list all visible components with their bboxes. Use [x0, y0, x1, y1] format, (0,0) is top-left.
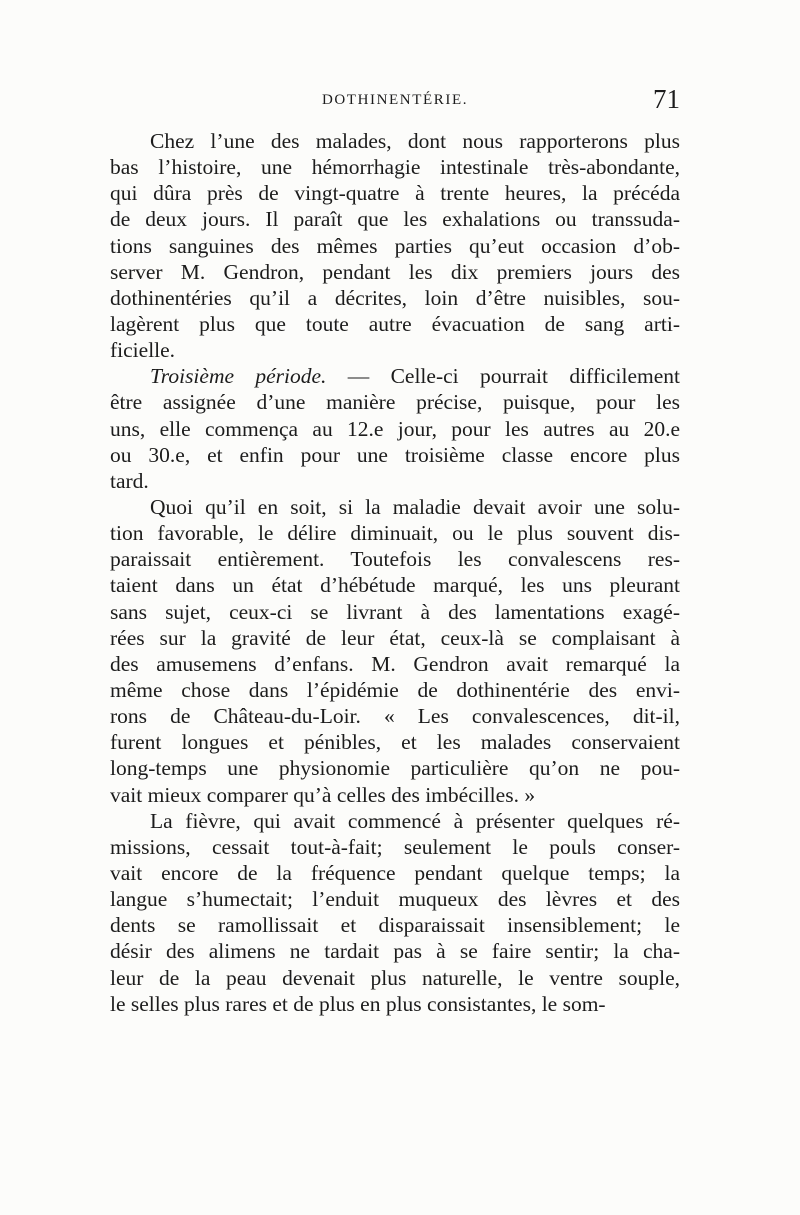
line-text: tard. — [110, 468, 149, 493]
line-text: leur de la peau devenait plus naturelle, le ventre souple, — [110, 965, 680, 990]
text-line — [110, 154, 680, 180]
text-line — [110, 755, 680, 781]
text-line — [110, 677, 680, 703]
line-text: long-temps une physionomie particulière qu’on ne pou- — [110, 756, 680, 781]
line-text: tions sanguines des mêmes parties qu’eut occasion d’ob- — [110, 233, 680, 258]
running-head — [110, 86, 680, 126]
line-text: être assignée d’une manière précise, puisque, pour les — [110, 390, 680, 415]
line-text: le selles plus rares et de plus en plus consistantes, le som- — [110, 991, 606, 1016]
text-line — [110, 625, 680, 651]
line-text: rons de Château-du-Loir. « Les convalescences, dit-il, — [110, 704, 680, 729]
line-text: server M. Gendron, pendant les dix premiers jours des — [110, 259, 680, 284]
line-text: missions, cessait tout-à-fait; seulement le pouls conser- — [110, 834, 680, 859]
paragraph — [110, 363, 680, 494]
line-text: langue s’humectait; l’enduit muqueux des lèvres et des — [110, 887, 680, 912]
line-text: La fièvre, qui avait commencé à présenter quelques ré- — [150, 808, 680, 833]
text-line — [110, 808, 680, 834]
line-text: Chez l’une des malades, dont nous rapporterons plus — [150, 129, 680, 153]
line-text: paraissait entièrement. Toutefois les convalescens res- — [110, 547, 680, 572]
text-line — [110, 912, 680, 938]
text-line — [110, 520, 680, 546]
line-text: de deux jours. Il paraît que les exhalations ou transsuda- — [110, 207, 680, 232]
running-title: DOTHINENTÉRIE. — [321, 92, 469, 108]
text-line — [110, 337, 680, 363]
line-text: tion favorable, le délire diminuait, ou le plus souvent dis- — [110, 521, 680, 546]
line-text: bas l’histoire, une hémorrhagie intestinale très-abondante, — [110, 155, 680, 180]
text-line — [110, 599, 680, 625]
text-line — [110, 546, 680, 572]
line-text: sans sujet, ceux-ci se livrant à des lamentations exagé- — [110, 599, 680, 624]
line-text: ou 30.e, et enfin pour une troisième classe encore plus — [110, 442, 680, 467]
paragraph — [110, 494, 680, 808]
text-line — [110, 886, 680, 912]
text-line — [110, 416, 680, 442]
text-line — [110, 965, 680, 991]
text-line — [110, 389, 680, 415]
text-line — [110, 442, 680, 468]
text-line — [110, 285, 680, 311]
text-line — [110, 782, 680, 808]
line-text: qui dûra près de vingt-quatre à trente heures, la précéda — [110, 181, 680, 206]
text-line — [110, 311, 680, 337]
text-line — [110, 494, 680, 520]
line-text: des amusemens d’enfans. M. Gendron avait remarqué la — [110, 651, 680, 676]
line-text: taient dans un état d’hébétude marqué, les uns pleurant — [110, 573, 680, 598]
line-text: Quoi qu’il en soit, si la maladie devait avoir une solu- — [150, 494, 680, 519]
paragraph — [110, 808, 680, 1017]
line-text: désir des alimens ne tardait pas à se faire sentir; la cha- — [110, 939, 680, 964]
text-line — [110, 729, 680, 755]
paragraph — [110, 128, 680, 363]
text-line — [110, 206, 680, 232]
line-text: ficielle. — [110, 338, 176, 363]
text-line — [110, 860, 680, 886]
line-text: rées sur la gravité de leur état, ceux-là se complaisant à — [110, 625, 680, 650]
line-text: vait mieux comparer qu’à celles des imbécilles. » — [110, 782, 536, 807]
line-text: vait encore de la fréquence pendant quelque temps; la — [110, 860, 680, 885]
text-line — [110, 180, 680, 206]
line-text: dothinentéries qu’il a décrites, loin d’être nuisibles, sou- — [110, 285, 680, 310]
text-line — [110, 233, 680, 259]
text-line — [110, 128, 680, 154]
text-line — [110, 651, 680, 677]
text-line — [110, 938, 680, 964]
text-line — [110, 363, 680, 389]
section-heading: Troisième période. — [150, 364, 327, 389]
line-text: même chose dans l’épidémie de dothinentérie des envi- — [110, 677, 680, 702]
text-line — [110, 703, 680, 729]
text-line — [110, 259, 680, 285]
text-line — [110, 834, 680, 860]
page-number: 71 — [653, 84, 680, 114]
text-line — [110, 468, 680, 494]
body-text — [110, 128, 680, 1017]
line-text: uns, elle commença au 12.e jour, pour les autres au 20.e — [110, 416, 680, 441]
text-line — [110, 572, 680, 598]
line-text: lagèrent plus que toute autre évacuation de sang arti- — [110, 311, 680, 336]
line-text: dents se ramollissait et disparaissait insensiblement; le — [110, 913, 680, 938]
line-text: furent longues et pénibles, et les malades conservaient — [110, 730, 680, 755]
text-line — [110, 991, 680, 1017]
line-text: — Celle-ci pourrait difficilement — [326, 364, 680, 389]
